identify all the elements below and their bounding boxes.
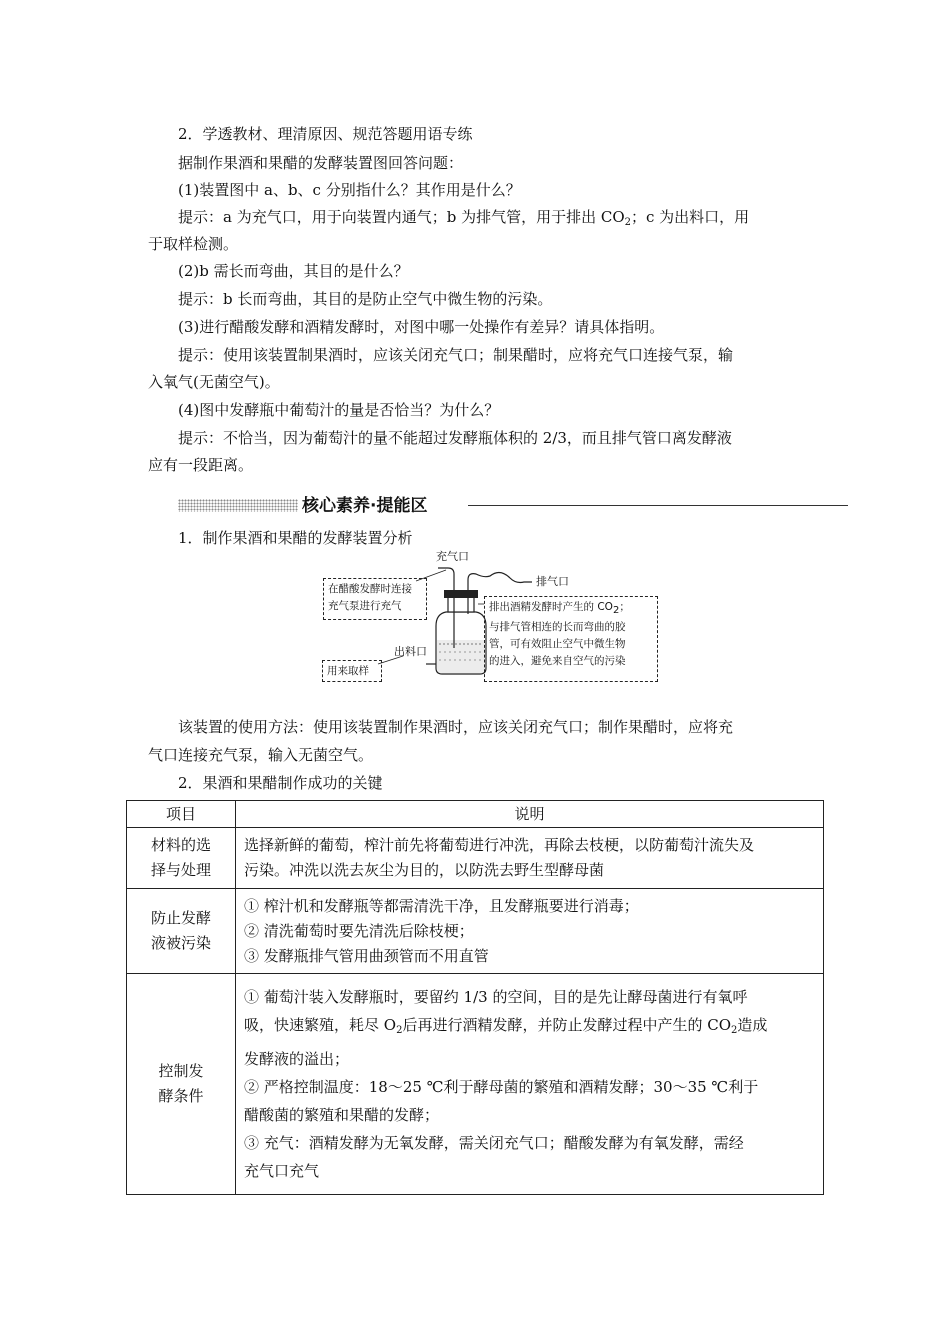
- question-4: (4)图中发酵瓶中葡萄汁的量是否恰当？为什么？: [178, 401, 500, 419]
- box-exhaust-note: 排出酒精发酵时产生的 CO2； 与排气管相连的长而弯曲的胶 管，可有效阻止空气中微生物 的进入，避免来自空气的污染: [484, 596, 658, 682]
- bottle-liquid: [437, 640, 485, 673]
- bottle-neck: [448, 596, 474, 612]
- banner-title: 核心素养·提能区: [302, 496, 428, 516]
- question-3: (3)进行醋酸发酵和酒精发酵时，对图中哪一处操作有差异？请具体指明。: [178, 318, 665, 336]
- answer-1-line-1: 提示：a 为充气口，用于向装置内通气；b 为排气管，用于排出 $CO_2$；c 为出料口，用: [178, 208, 750, 228]
- row-item-material: 材料的选 择与处理: [127, 828, 236, 889]
- box-inlet-note: 在醋酸发酵时连接 充气泵进行充气: [323, 578, 427, 620]
- table-header-row: [127, 801, 824, 828]
- table-row: [127, 889, 824, 974]
- bottle-stopper: [444, 590, 478, 598]
- section2-intro: 据制作果酒和果醋的发酵装置图回答问题：: [178, 154, 464, 172]
- header-item: 项目: [127, 801, 236, 828]
- answer-4-line-2: 应有一段距离。: [148, 456, 254, 474]
- inlet-tube-top: [438, 568, 454, 590]
- row-item-conditions: 控制发 酵条件: [127, 974, 236, 1195]
- header-desc: 说明: [236, 801, 824, 828]
- box-sample-note: 用来取样: [322, 660, 382, 682]
- row-desc-material: 选择新鲜的葡萄，榨汁前先将葡萄进行冲洗，再除去枝梗，以防葡萄汁流失及 污染。冲洗以洗去灰尘为目的，以防洗去野生型酵母菌: [236, 828, 824, 889]
- usage-line-1: 该装置的使用方法：使用该装置制作果酒时，应该关闭充气口；制作果醋时，应将充: [178, 718, 734, 736]
- question-2: (2)b 需长而弯曲，其目的是什么？: [178, 262, 409, 280]
- table-row: [127, 974, 824, 1195]
- row-desc-contamination: ① 榨汁机和发酵瓶等都需清洗干净，且发酵瓶要进行消毒； ② 清洗葡萄时要先清洗后除枝梗； ③ 发酵瓶排气管用曲颈管而不用直管: [236, 889, 824, 974]
- fermentation-apparatus-diagram: [318, 548, 663, 686]
- exhaust-hose: [468, 572, 532, 590]
- section-banner: [178, 494, 848, 518]
- key-points-table: [126, 800, 824, 1195]
- label-inlet: 充气口: [436, 550, 469, 563]
- section2-heading: 2．学透教材、理清原因、规范答题用语专练: [178, 125, 473, 143]
- banner-rule: [468, 505, 848, 506]
- answer-2: 提示：b 长而弯曲，其目的是防止空气中微生物的污染。: [178, 290, 553, 308]
- usage-line-2: 气口连接充气泵，输入无菌空气。: [148, 746, 374, 764]
- part1-heading: 1．制作果酒和果醋的发酵装置分析: [178, 529, 413, 547]
- question-1: (1)装置图中 a、b、c 分别指什么？其作用是什么？: [178, 181, 521, 199]
- table-row: [127, 828, 824, 889]
- banner-dot-pattern: [178, 499, 298, 512]
- answer-1-line-2: 于取样检测。: [148, 235, 239, 253]
- row-desc-conditions: ① 葡萄汁装入发酵瓶时，要留约 1/3 的空间，目的是先让酵母菌进行有氧呼 吸，快速繁殖，耗尽 $O_2$后再进行酒精发酵，并防止发酵过程中产生的 $CO_2$造成 发酵液的溢出； ② 严格控制温度：18～25 ℃利于酵母菌的繁殖和酒精发酵；30～35 ℃利于 醋酸菌的繁殖和果醋的发酵； ③ 充气：酒精发酵为无氧发酵，需关闭充气口；醋酸发酵为有氧发酵，需经 充气口充气: [236, 974, 824, 1195]
- answer-3-line-2: 入氧气(无菌空气)。: [148, 373, 280, 391]
- label-exhaust: 排气口: [536, 575, 569, 588]
- answer-4-line-1: 提示：不恰当，因为葡萄汁的量不能超过发酵瓶体积的 2/3，而且排气管口离发酵液: [178, 429, 732, 447]
- answer-3-line-1: 提示：使用该装置制果酒时，应该关闭充气口；制果醋时，应将充气口连接气泵，输: [178, 346, 734, 364]
- row-item-contamination: 防止发酵 液被污染: [127, 889, 236, 974]
- label-outlet: 出料口: [394, 645, 427, 658]
- part2-heading: 2．果酒和果醋制作成功的关键: [178, 774, 383, 792]
